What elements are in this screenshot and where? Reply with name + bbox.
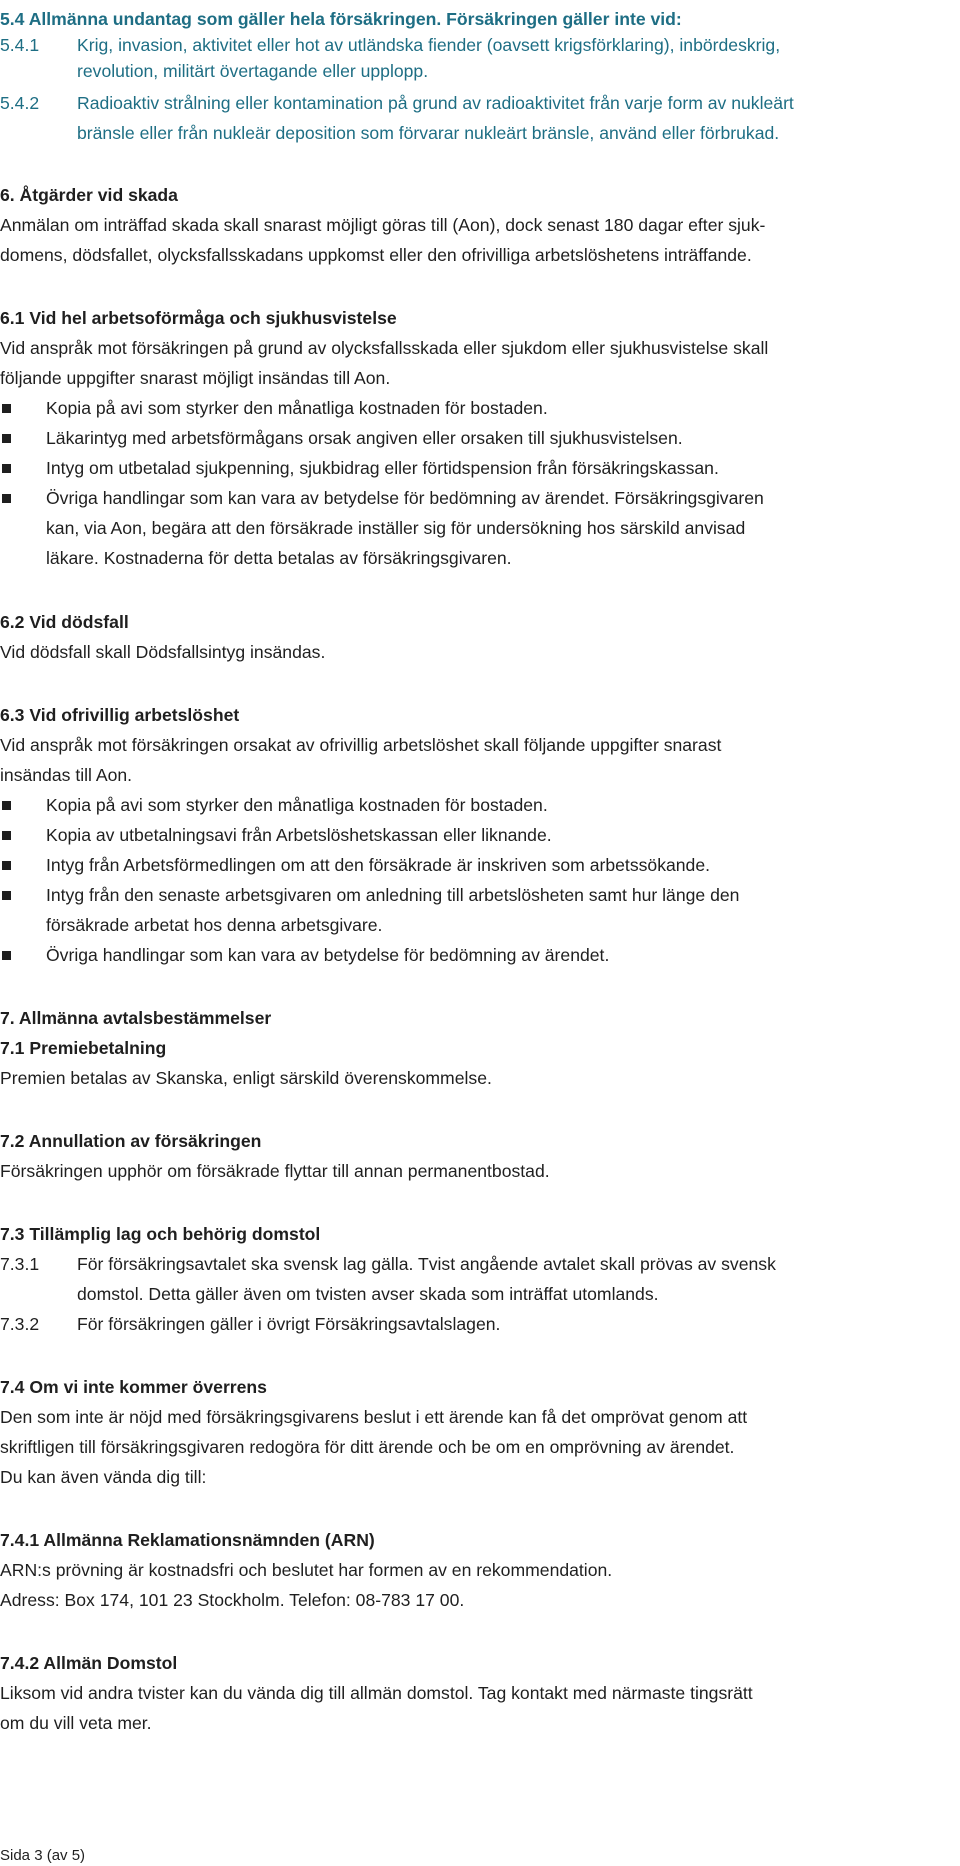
list-item-text: Intyg om utbetalad sjukpenning, sjukbidrag eller förtidspension från försäkringskassan. (46, 458, 719, 478)
paragraph-line: Vid dödsfall skall Dödsfallsintyg insändas. (0, 642, 326, 662)
clause-text-line: revolution, militärt övertagande eller upplopp. (77, 61, 429, 81)
bullet-square (2, 404, 11, 413)
list-item-text: Kopia på avi som styrker den månatliga kostnaden för bostaden. (46, 398, 548, 418)
bullet-square (2, 494, 11, 503)
paragraph-line: skriftligen till försäkringsgivaren redogöra för ditt ärende och be om en omprövning av ärendet. (0, 1437, 735, 1457)
paragraph-line: om du vill veta mer. (0, 1713, 152, 1733)
section-7-1-heading: 7.1 Premiebetalning (0, 1038, 167, 1058)
section-5-4-heading: 5.4 Allmänna undantag som gäller hela försäkringen. Försäkringen gäller inte vid: (0, 9, 682, 29)
list-item-text: Kopia av utbetalningsavi från Arbetslöshetskassan eller liknande. (46, 825, 552, 845)
bullet-square (2, 951, 11, 960)
section-6-heading: 6. Åtgärder vid skada (0, 185, 178, 205)
paragraph-line: Anmälan om inträffad skada skall snarast möjligt göras till (Aon), dock senast 180 dagar efter sjuk- (0, 215, 766, 235)
clause-text-line: domstol. Detta gäller även om tvisten avser skada som inträffat utomlands. (77, 1284, 659, 1304)
bullet-square (2, 831, 11, 840)
list-item-text: kan, via Aon, begära att den försäkrade inställer sig för undersökning hos särskild anvisad (46, 518, 746, 538)
list-item-text: Intyg från Arbetsförmedlingen om att den försäkrade är inskriven som arbetssökande. (46, 855, 711, 875)
section-7-4-1-heading: 7.4.1 Allmänna Reklamationsnämnden (ARN) (0, 1530, 375, 1550)
section-6-3-heading: 6.3 Vid ofrivillig arbetslöshet (0, 705, 240, 725)
section-6-1-heading: 6.1 Vid hel arbetsoförmåga och sjukhusvistelse (0, 308, 397, 328)
list-item-text: Kopia på avi som styrker den månatliga kostnaden för bostaden. (46, 795, 548, 815)
list-item-text: Läkarintyg med arbetsförmågans orsak angiven eller orsaken till sjukhusvistelsen. (46, 428, 683, 448)
paragraph-line: domens, dödsfallet, olycksfallsskadans uppkomst eller den ofrivilliga arbetslöshetens inträffande. (0, 245, 752, 265)
paragraph-line: ARN:s prövning är kostnadsfri och beslutet har formen av en rekommendation. (0, 1560, 613, 1580)
paragraph-line: Vid anspråk mot försäkringen orsakat av ofrivillig arbetslöshet skall följande uppgifter snarast (0, 735, 722, 755)
clause-text-line: bränsle eller från nukleär deposition som förvarar nukleärt bränsle, använd eller förbrukad. (77, 123, 780, 143)
clause-number: 7.3.1 (0, 1254, 40, 1274)
clause-number: 5.4.2 (0, 93, 40, 113)
clause-text-line: För försäkringen gäller i övrigt Försäkringsavtalslagen. (77, 1314, 501, 1334)
paragraph-line: Liksom vid andra tvister kan du vända dig till allmän domstol. Tag kontakt med närmaste tingsrätt (0, 1683, 753, 1703)
paragraph-line: Du kan även vända dig till: (0, 1467, 207, 1487)
bullet-square (2, 464, 11, 473)
bullet-square (2, 434, 11, 443)
clause-text-line: Krig, invasion, aktivitet eller hot av utländska fiender (oavsett krigsförklaring), inbördeskrig, (77, 35, 781, 55)
bullet-square (2, 861, 11, 870)
section-7-4-heading: 7.4 Om vi inte kommer överrens (0, 1377, 267, 1397)
clause-text-line: Radioaktiv strålning eller kontamination på grund av radioaktivitet från varje form av nukleärt (77, 93, 794, 113)
paragraph-line: Premien betalas av Skanska, enligt särskild överenskommelse. (0, 1068, 492, 1088)
paragraph-line: insändas till Aon. (0, 765, 133, 785)
section-7-2-heading: 7.2 Annullation av försäkringen (0, 1131, 262, 1151)
section-7-4-2-heading: 7.4.2 Allmän Domstol (0, 1653, 178, 1673)
bullet-square (2, 891, 11, 900)
list-item-text: Övriga handlingar som kan vara av betydelse för bedömning av ärendet. Försäkringsgivaren (46, 488, 764, 508)
paragraph-line: Försäkringen upphör om försäkrade flyttar till annan permanentbostad. (0, 1161, 550, 1181)
paragraph-line: Den som inte är nöjd med försäkringsgivarens beslut i ett ärende kan få det omprövat genom att (0, 1407, 748, 1427)
bullet-square (2, 801, 11, 810)
paragraph-line: Vid anspråk mot försäkringen på grund av olycksfallsskada eller sjukdom eller sjukhusvistelse skall (0, 338, 769, 358)
paragraph-line: Adress: Box 174, 101 23 Stockholm. Telefon: 08-783 17 00. (0, 1590, 465, 1610)
clause-number: 7.3.2 (0, 1314, 40, 1334)
list-item-text: Intyg från den senaste arbetsgivaren om anledning till arbetslösheten samt hur länge den (46, 885, 740, 905)
list-item-text: försäkrade arbetat hos denna arbetsgivare. (46, 915, 383, 935)
section-7-heading: 7. Allmänna avtalsbestämmelser (0, 1008, 272, 1028)
list-item-text: Övriga handlingar som kan vara av betydelse för bedömning av ärendet. (46, 945, 610, 965)
paragraph-line: följande uppgifter snarast möjligt insändas till Aon. (0, 368, 391, 388)
clause-number: 5.4.1 (0, 35, 40, 55)
section-6-2-heading: 6.2 Vid dödsfall (0, 612, 129, 632)
clause-text-line: För försäkringsavtalet ska svensk lag gälla. Tvist angående avtalet skall prövas av svensk (77, 1254, 776, 1274)
list-item-text: läkare. Kostnaderna för detta betalas av försäkringsgivaren. (46, 548, 512, 568)
section-7-3-heading: 7.3 Tillämplig lag och behörig domstol (0, 1224, 321, 1244)
page-number: Sida 3 (av 5) (0, 1847, 86, 1864)
